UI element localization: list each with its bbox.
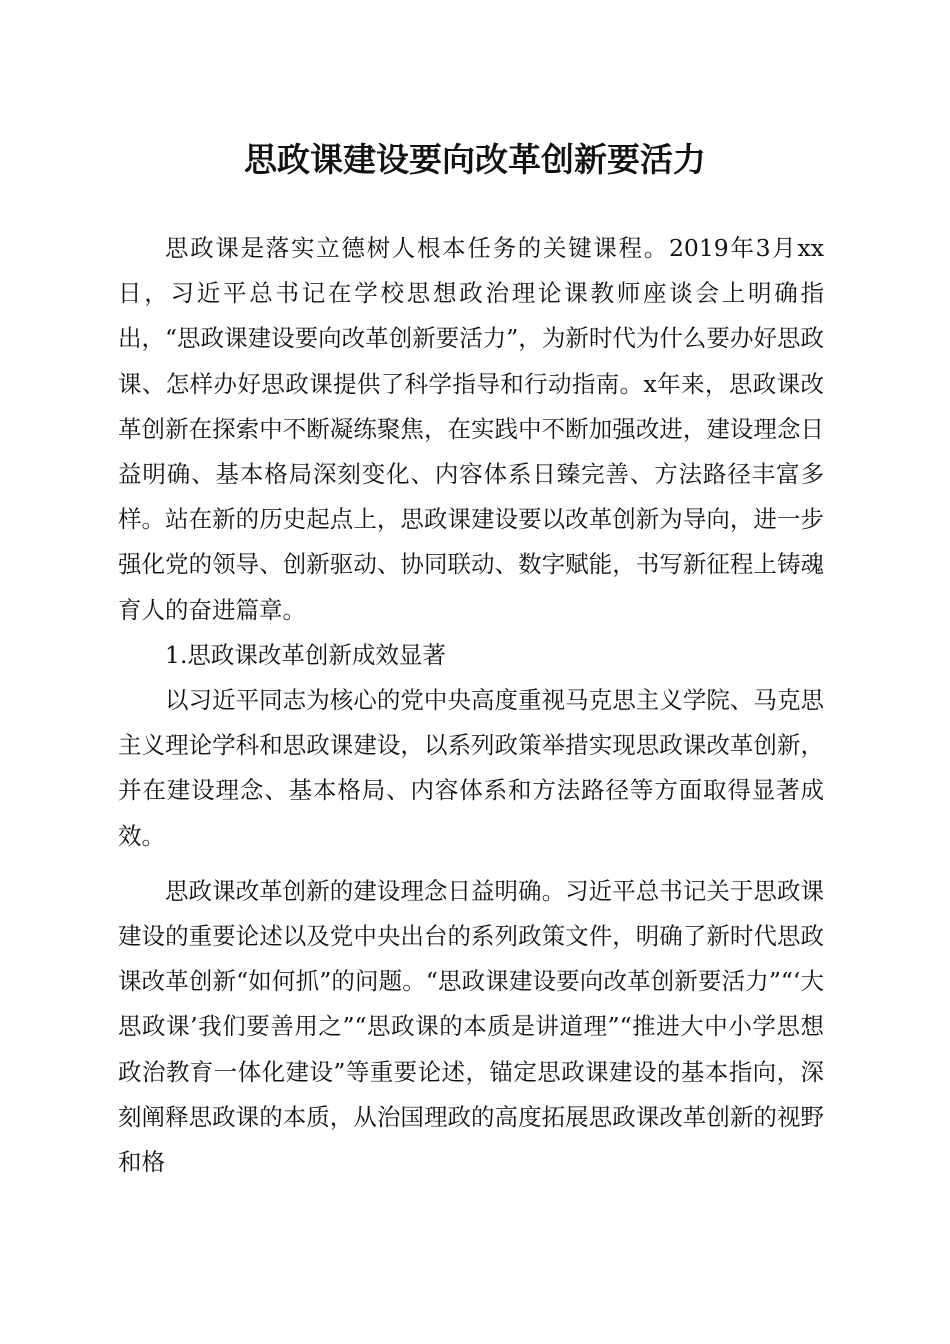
document-title: 思政课建设要向改革创新要活力	[244, 140, 706, 179]
section-heading-1: 1.思政课改革创新成效显著	[165, 640, 446, 669]
paragraph-concept: 思政课改革创新的建设理念日益明确。习近平总书记关于思政课建设的重要论述以及党中央出台的系列政策文件，明确了新时代思政课改革创新“如何抓”的问题。“思政课建设要向改革创新要活力”“‘大思政课’我们要善用之”“思政课的本质是讲道理”“推进大中小学思想政治教育一体化建设”等重要论述，锚定思政课建设的基本指向，深刻阐释思政课的本质，从治国理政的高度拓展思政课改革创新的视野和格	[118, 876, 824, 1177]
paragraph-section-1-summary: 以习近平同志为核心的党中央高度重视马克思主义学院、马克思主义理论学科和思政课建设，以系列政策举措实现思政课改革创新，并在建设理念、基本格局、内容体系和方法路径等方面取得显著成效。	[118, 686, 824, 850]
document-body	[118, 226, 824, 1185]
paragraph-intro: 思政课是落实立德树人根本任务的关键课程。2019年3月xx日，习近平总书记在学校思想政治理论课教师座谈会上明确指出，“思政课建设要向改革创新要活力”，为新时代为什么要办好思政课、怎样办好思政课提供了科学指导和行动指南。x年来，思政课改革创新在探索中不断凝练聚焦，在实践中不断加强改进，建设理念日益明确、基本格局深刻变化、内容体系日臻完善、方法路径丰富多样。站在新的历史起点上，思政课建设要以改革创新为导向，进一步强化党的领导、创新驱动、协同联动、数字赋能，书写新征程上铸魂育人的奋进篇章。	[118, 234, 824, 624]
